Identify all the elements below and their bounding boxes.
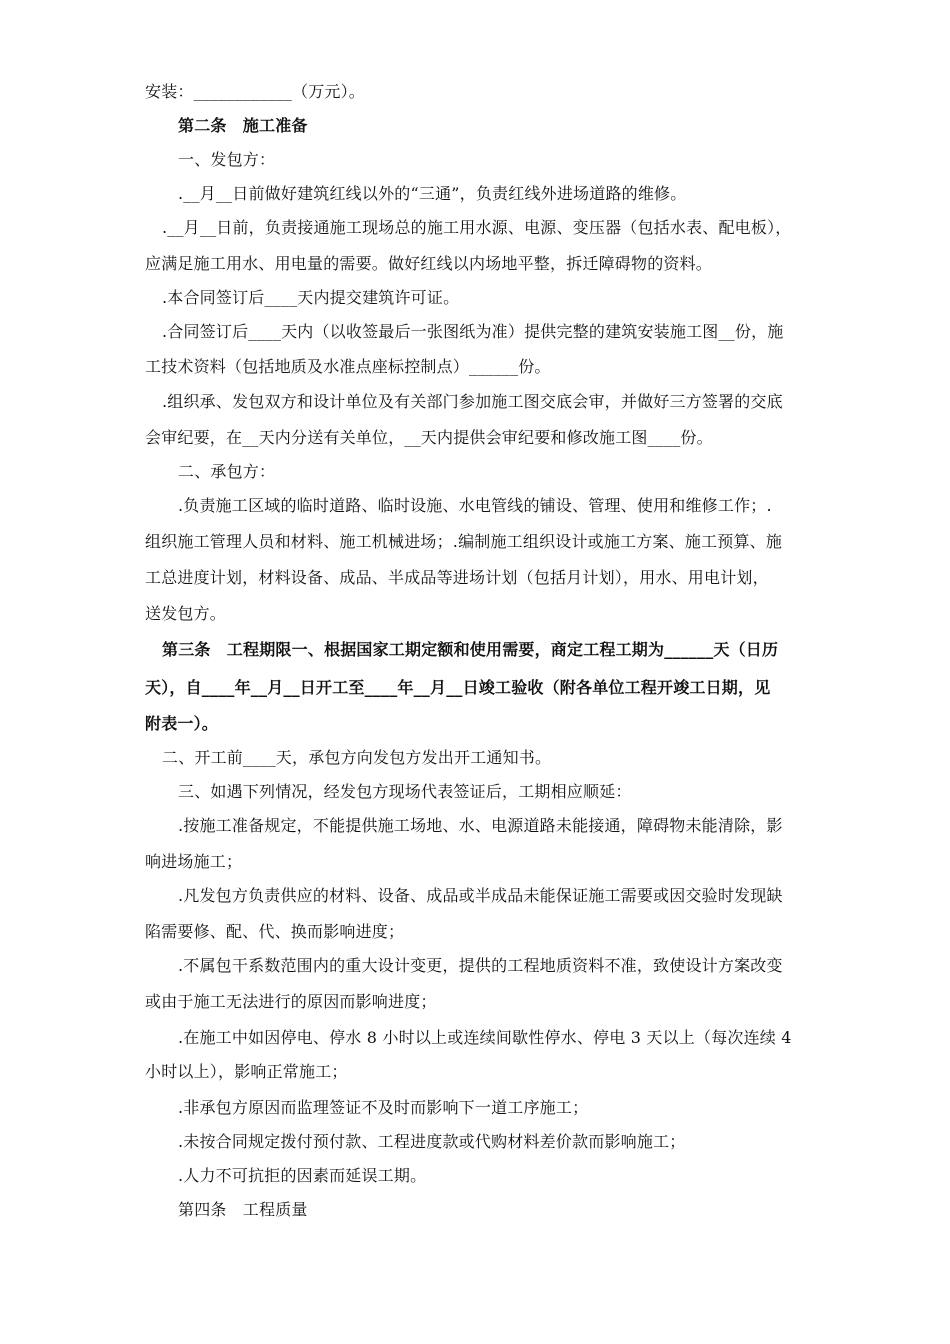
subsection-heading: 二、承包方： (178, 462, 276, 481)
subsection-heading: 一、发包方： (178, 150, 276, 169)
section-heading: 第二条 施工准备 (178, 116, 308, 135)
text-line: .凡发包方负责供应的材料、设备、成品或半成品未能保证施工需要或因交验时发现缺 (178, 886, 783, 905)
text-line: .组织承、发包双方和设计单位及有关部门参加施工图交底会审，并做好三方签署的交底 (162, 392, 783, 411)
text-line: .负责施工区域的临时道路、临时设施、水电管线的铺设、管理、使用和维修工作；. (178, 496, 772, 515)
section-heading: 第三条 工程期限一、根据国家工期定额和使用需要，商定工程工期为______天（日历 (162, 640, 779, 659)
text-line: .合同签订后____天内（以收签最后一张图纸为准）提供完整的建筑安装施工图__份，施 (162, 322, 784, 341)
text-line: 陷需要修、配、代、换而影响进度； (145, 922, 405, 941)
text-line: .本合同签订后____天内提交建筑许可证。 (162, 288, 460, 307)
text-line: 安装：____________（万元）。 (145, 82, 366, 101)
text-line: .__月__日前，负责接通施工现场总的施工用水源、电源、变压器（包括水表、配电板）， (162, 218, 792, 237)
text-line: .非承包方原因而监理签证不及时而影响下一道工序施工； (178, 1098, 589, 1117)
text-line: .按施工准备规定，不能提供施工场地、水、电源道路未能接通，障碍物未能清除，影 (178, 816, 783, 835)
text-line: 响进场施工； (145, 852, 243, 871)
text-line: .不属包干系数范围内的重大设计变更，提供的工程地质资料不准，致使设计方案改变 (178, 956, 783, 975)
text-line: 工总进度计划，材料设备、成品、半成品等进场计划（包括月计划），用水、用电计划， (145, 568, 769, 587)
section-heading: 天），自____年__月__日开工至____年__月__日竣工验收（附各单位工程开竣工日期，见 (145, 678, 771, 697)
text-line: 小时以上），影响正常施工； (145, 1062, 348, 1081)
section-heading: 附表一）。 (145, 714, 219, 733)
text-line: 二、开工前____天，承包方向发包方发出开工通知书。 (162, 748, 552, 767)
text-line: 送发包方。 (145, 604, 227, 623)
text-line: 应满足施工用水、用电量的需要。做好红线以内场地平整，拆迁障碍物的资料。 (145, 254, 713, 273)
text-line: 组织施工管理人员和材料、施工机械进场；.编制施工组织设计或施工方案、施工预算、施 (145, 532, 783, 551)
text-line: .未按合同规定拨付预付款、工程进度款或代购材料差价款而影响施工； (178, 1132, 686, 1151)
text-line: .__月__日前做好建筑红线以外的“三通”，负责红线外进场道路的维修。 (178, 184, 687, 203)
text-line: .人力不可抗拒的因素而延误工期。 (178, 1166, 427, 1185)
text-line: .在施工中如因停电、停水 8 小时以上或连续间歇性停水、停电 3 天以上（每次连续 4 (178, 1028, 792, 1047)
text-line: 会审纪要，在__天内分送有关单位，__天内提供会审纪要和修改施工图____份。 (145, 428, 713, 447)
text-line: 工技术资料（包括地质及水准点座标控制点）______份。 (145, 357, 551, 376)
text-line: 或由于施工无法进行的原因而影响进度； (145, 992, 437, 1011)
section-heading: 第四条 工程质量 (178, 1200, 308, 1219)
text-line: 三、如遇下列情况，经发包方现场代表签证后，工期相应顺延： (178, 782, 632, 801)
